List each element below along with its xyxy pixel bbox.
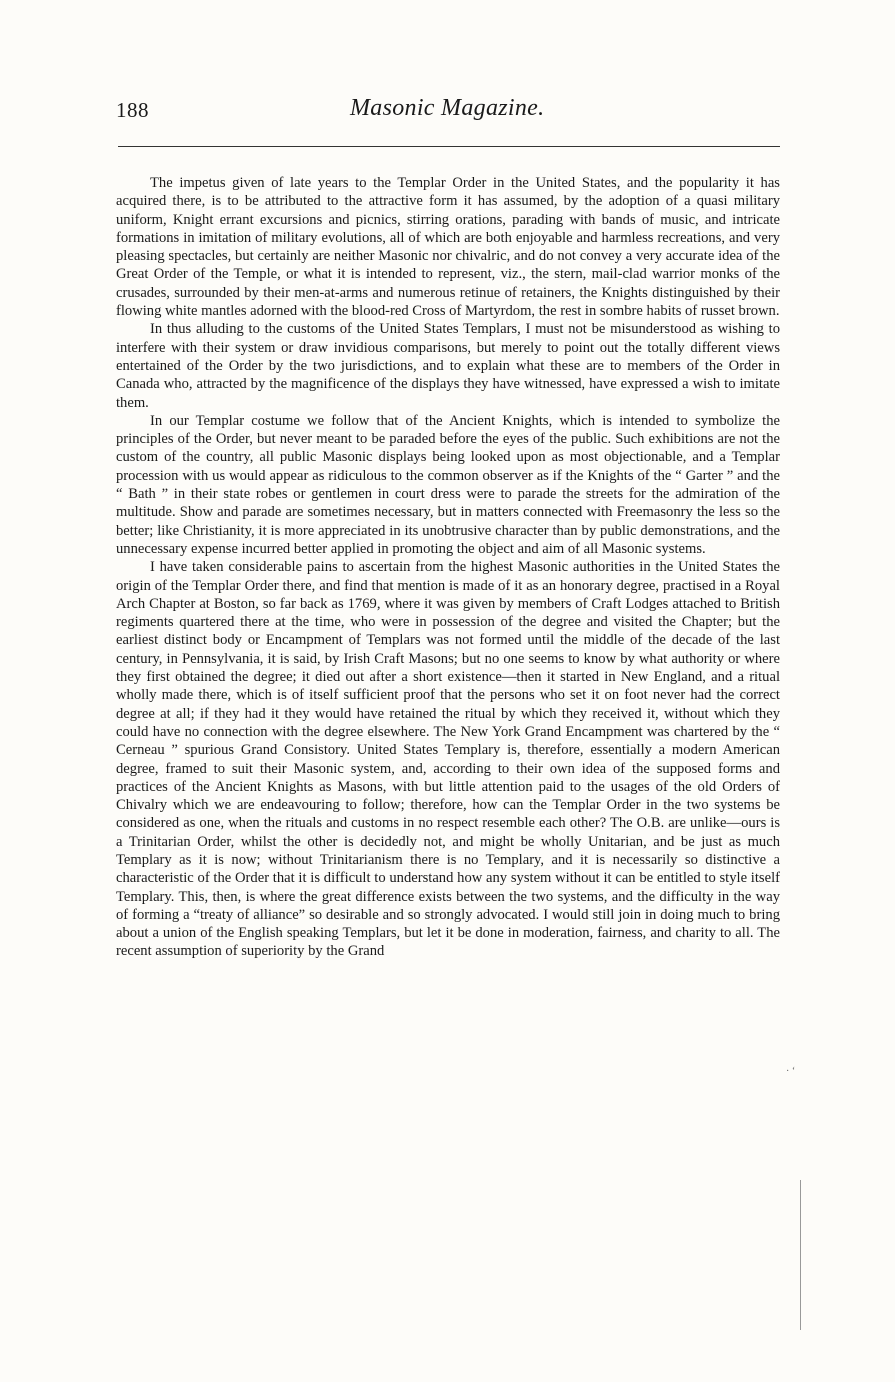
paragraph: The impetus given of late years to the Templar Order in the United States, and the popularity it has acquired there, is to be attributed to the attractive form it has assumed, by the adoption of a quasi military uniform, Knight errant excursions and picnics, stirring orations, parading with bands of music, and intricate formations in imitation of military evolutions, all of which are both enjoyable and harmless recreations, and very pleasing spectacles, but certainly are neither Masonic nor chivalric, and do not convey a very accurate idea of the Great Order of the Temple, or what it is intended to represent, viz., the stern, mail-clad warrior monks of the crusades, surrounded by their men-at-arms and numerous retinue of retainers, the Knights distinguished by their flowing white mantles adorned with the blood-red Cross of Martyrdom, the rest in sombre habits of russet brown. [116,175,780,320]
page-number: 188 [116,98,149,122]
header-rule [118,146,780,147]
margin-line [800,1180,801,1330]
paragraph: In our Templar costume we follow that of the Ancient Knights, which is intended to symbolize the principles of the Order, but never meant to be paraded before the eyes of the public. Such exhibitions are not the custom of the country, all public Masonic displays being looked upon as most objectionable, and a Templar procession with us would appear as ridiculous to the common observer as if the Knights of the “ Garter ” and the “ Bath ” in their state robes or gentlemen in court dress were to parade the streets for the admiration of the multitude. Show and parade are sometimes necessary, but in matters connected with Freemasonry the less so the better; like Christianity, it is more appreciated in its unobtrusive character than by public demonstrations, and the unnecessary expense incurred better applied in promoting the object and aim of all Masonic systems. [116,412,780,557]
paragraph: I have taken considerable pains to ascertain from the highest Masonic authorities in the United States the origin of the Templar Order there, and find that mention is made of it as an honorary degree, practised in a Royal Arch Chapter at Boston, so far back as 1769, where it was given by members of Craft Lodges attached to British regiments quartered there at the time, who were in possession of the degree and visited the Chapter; but the earliest distinct body or Encampment of Templars was not formed until the middle of the decade of the last century, in Pennsylvania, it is said, by Irish Craft Masons; but no one seems to know by what authority or where they first obtained the degree; it died out after a short existence—then it started in New England, and a ritual wholly made there, which is of itself sufficient proof that the persons who set it on foot never had the correct degree at all; if they had it they would have retained the ritual by which they received it, without which they could have no connection with the degree elsewhere. The New York Grand Encampment was chartered by the “ Cerneau ” spurious Grand Consistory. United States Templary is, therefore, essentially a modern American degree, framed to suit their Masonic system, and, according to their own idea of the supposed forms and practices of the Ancient Knights as Masons, with but little attention paid to the usages of the old Orders of Chivalry which we are endeavouring to follow; therefore, how can the Templar Order in the two systems be considered as one, when the rituals and customs in no respect resemble each other? The O.B. are unlike—ours is a Trinitarian Order, whilst the other is decidedly not, and might be wholly Unitarian, and be just as much Templary as it is now; without Trinitarianism there is no Templary, and it is necessarily so distinctive a characteristic of the Order that it is difficult to understand how any system without it can be entitled to style itself Templary. This, then, is where the great difference exists between the two systems, and the difficulty in the way of forming a “treaty of alliance” so desirable and so strongly advocated. I would still join in doing much to bring about a union of the English speaking Templars, but let it be done in moderation, fairness, and charity to all. The recent assumption of superiority by the Grand [116,559,780,960]
running-title: Masonic Magazine. [350,95,545,121]
paragraph: In thus alluding to the customs of the United States Templars, I must not be misunderstood as wishing to interfere with their system or draw invidious comparisons, but merely to point out the totally different views entertained of the Order by the two jurisdictions, and to explain what these are to members of the Order in Canada who, attracted by the magnificence of the displays they have witnessed, have expressed a wish to imitate them. [116,321,780,411]
article-body [116,174,780,961]
margin-mark: · ‘ [786,1066,796,1077]
